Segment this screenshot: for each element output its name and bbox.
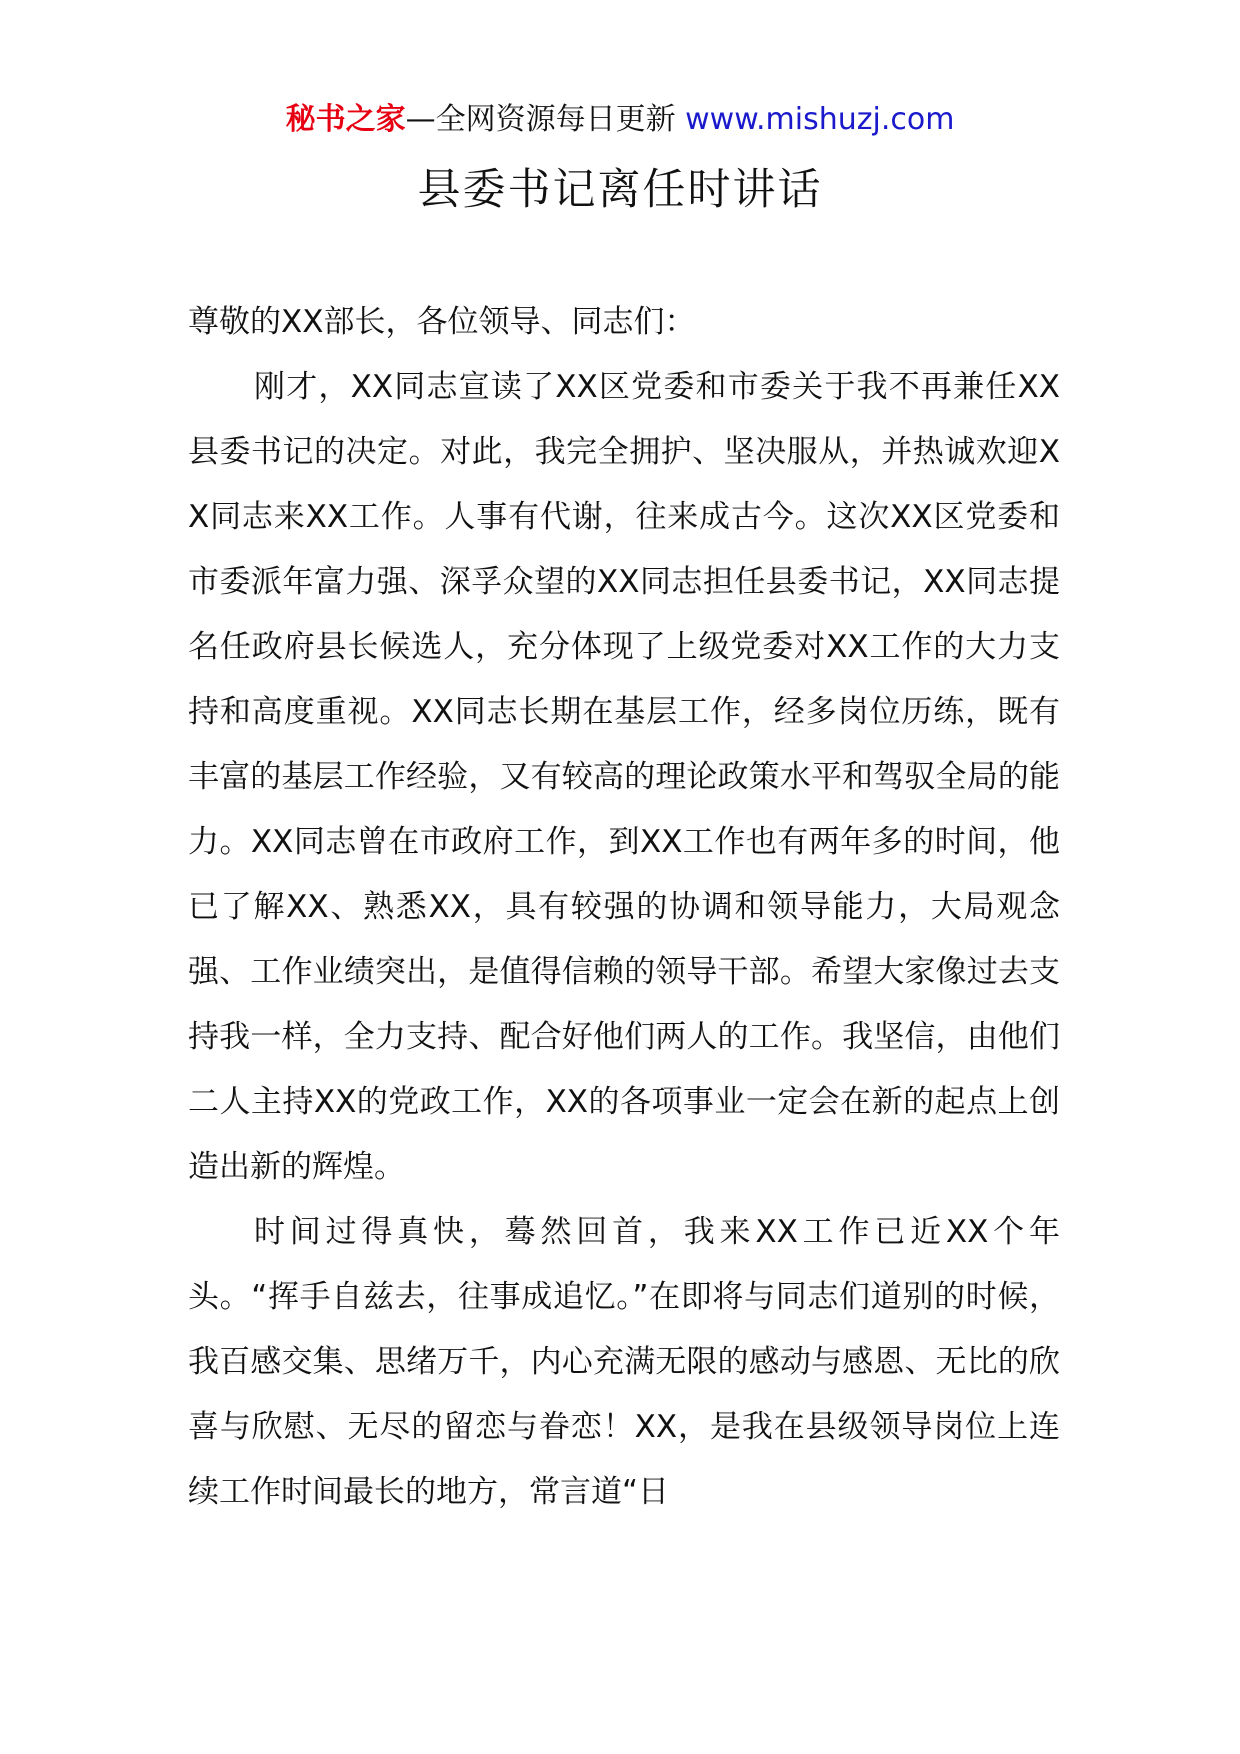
brand-name: 秘书之家 [285,102,406,137]
document-title: 县委书记离任时讲话 [417,165,823,215]
paragraph: 刚才，XX同志宣读了XX区党委和市委关于我不再兼任XX县委书记的决定。对此，我完全拥护、坚决服从，并热诚欢迎XX同志来XX工作。人事有代谢，往来成古今。这次XX区党委和市委派年富力强、深孚众望的XX同志担任县委书记，XX同志提名任政府县长候选人，充分体现了上级党委对XX工作的大力支持和高度重视。XX同志长期在基层工作，经多岗位历练，既有丰富的基层工作经验，又有较高的理论政策水平和驾驭全局的能力。XX同志曾在市政府工作，到XX工作也有两年多的时间，他已了解XX、熟悉XX，具有较强的协调和领导能力，大局观念强、工作业绩突出，是值得信赖的领导干部。希望大家像过去支持我一样，全力支持、配合好他们两人的工作。我坚信，由他们二人主持XX的党政工作，XX的各项事业一定会在新的起点上创造出新的辉煌。 [188,369,1060,1185]
salutation: 尊敬的XX部长，各位领导、同志们： [188,304,696,340]
document-body [188,290,1060,1525]
paragraph: 时间过得真快，蓦然回首，我来XX工作已近XX个年头。“挥手自兹去，往事成追忆。”在即将与同志们道别的时候，我百感交集、思绪万千，内心充满无限的感动与感恩、无比的欣喜与欣慰、无尽的留恋与眷恋！XX，是我在县级领导岗位上连续工作时间最长的地方，常言道“日 [188,1214,1060,1510]
site-header [0,98,1240,142]
header-tagline: —全网资源每日更新 [405,102,686,137]
site-url-link[interactable]: www.mishuzj.com [685,102,955,137]
